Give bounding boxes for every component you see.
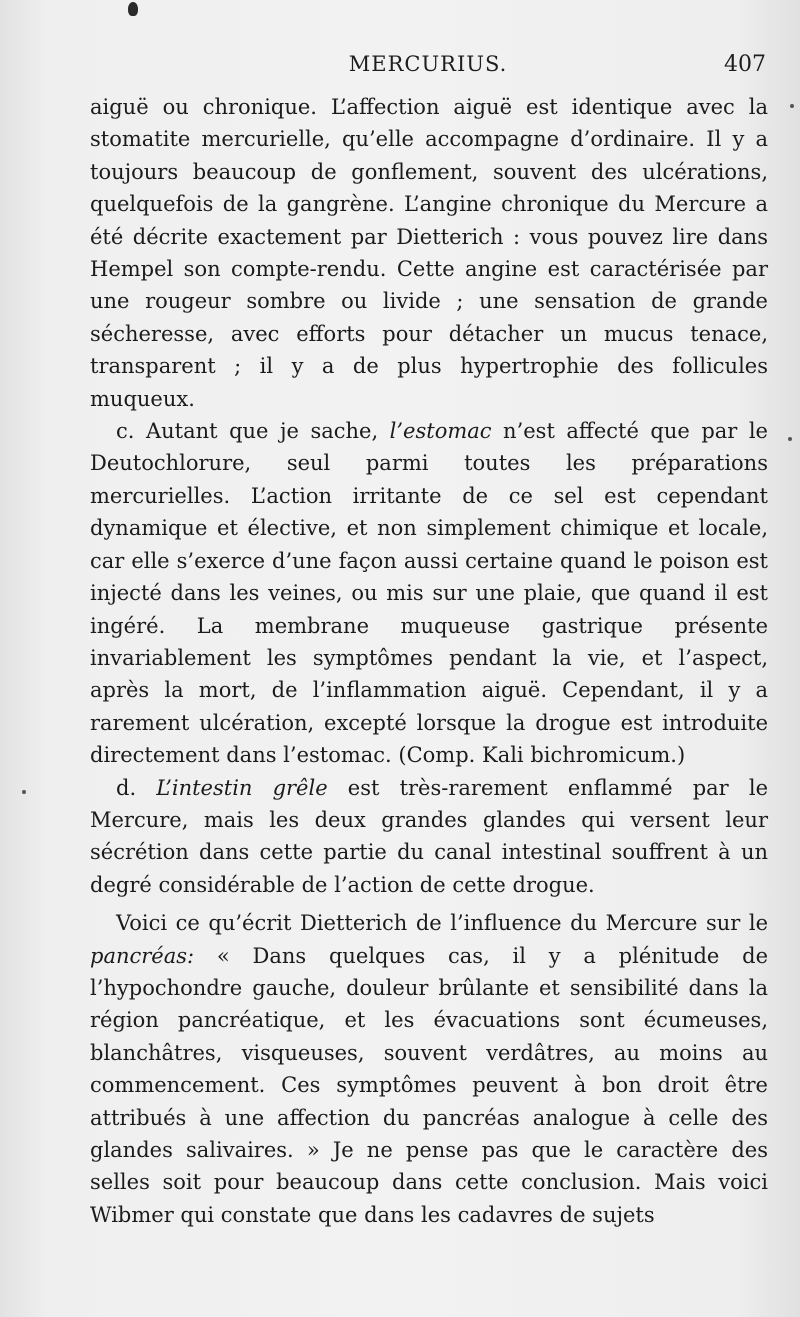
section-label-c: c.: [116, 419, 135, 444]
ink-speck: [22, 790, 26, 794]
paragraph-text: est très-rarement enflammé par le Mercure, mais les deux grandes glandes qui versent leur sécrétion dans cette partie du canal intestinal souffrent à un degré considérable de l’action de cette drogue.: [90, 775, 768, 897]
paragraph-pancreas: [90, 907, 768, 1231]
page-header: [90, 52, 766, 86]
paragraph-text: Voici ce qu’écrit Dietterich de l’influence du Mercure sur le: [116, 911, 768, 936]
emphasis-term: pancréas:: [90, 943, 195, 968]
ink-speck: [790, 104, 794, 108]
emphasis-term: L’intestin grêle: [156, 775, 328, 800]
paragraph-intestin: [90, 772, 768, 902]
ink-speck: [788, 437, 792, 441]
emphasis-term: l’estomac: [389, 419, 492, 444]
page-body: [90, 91, 768, 1231]
page-number: 407: [724, 52, 766, 77]
paragraph-estomac: [90, 415, 768, 771]
paragraph-text: n’est affecté que par le Deutochlorure, seul parmi toutes les préparations mercurielles. L’action irritante de ce sel est cependant dynamique et élective, et non simplement chimique et locale, car elle s’exerce d’une façon aussi certaine quand le poison est injecté dans les veines, ou mis sur une plaie, que quand il est ingéré. La membrane muqueuse gastrique présente invariablement les symptômes pendant la vie, et l’aspect, après la mort, de l’inflammation aiguë. Cependant, il y a rarement ulcération, excepté lorsque la drogue est introduite directement dans l’estomac. (Comp. Kali bichromicum.): [90, 419, 768, 768]
paragraph-angine: aiguë ou chronique. L’affection aiguë est identique avec la stomatite mercurielle, qu’elle accompagne d’ordinaire. Il y a toujours beaucoup de gonflement, souvent des ulcérations, quelquefois de la gangrène. L’angine chronique du Mercure a été décrite exactement par Dietterich : vous pouvez lire dans Hempel son compte-rendu. Cette angine est caractérisée par une rougeur sombre ou livide ; une sensation de grande sécheresse, avec efforts pour détacher un mucus tenace, transparent ; il y a de plus hypertrophie des follicules muqueux.: [90, 95, 768, 411]
ink-blot-mark: [128, 2, 138, 16]
paragraph-text: « Dans quelques cas, il y a plénitude de l’hypochondre gauche, douleur brûlante et sensibilité dans la région pancréatique, et les évacuations sont écumeuses, blanchâtres, visqueuses, souvent verdâtres, au moins au commencement. Ces symptômes peuvent à bon droit être attribués à une affection du pancréas analogue à celle des glandes salivaires. » Je ne pense pas que le caractère des selles soit pour beaucoup dans cette conclusion. Mais voici Wibmer qui constate que dans les cadavres de sujets: [90, 943, 768, 1227]
running-head: MERCURIUS.: [348, 52, 508, 76]
section-label-d: d.: [116, 775, 137, 800]
paragraph-text: Autant que je sache,: [145, 419, 390, 444]
